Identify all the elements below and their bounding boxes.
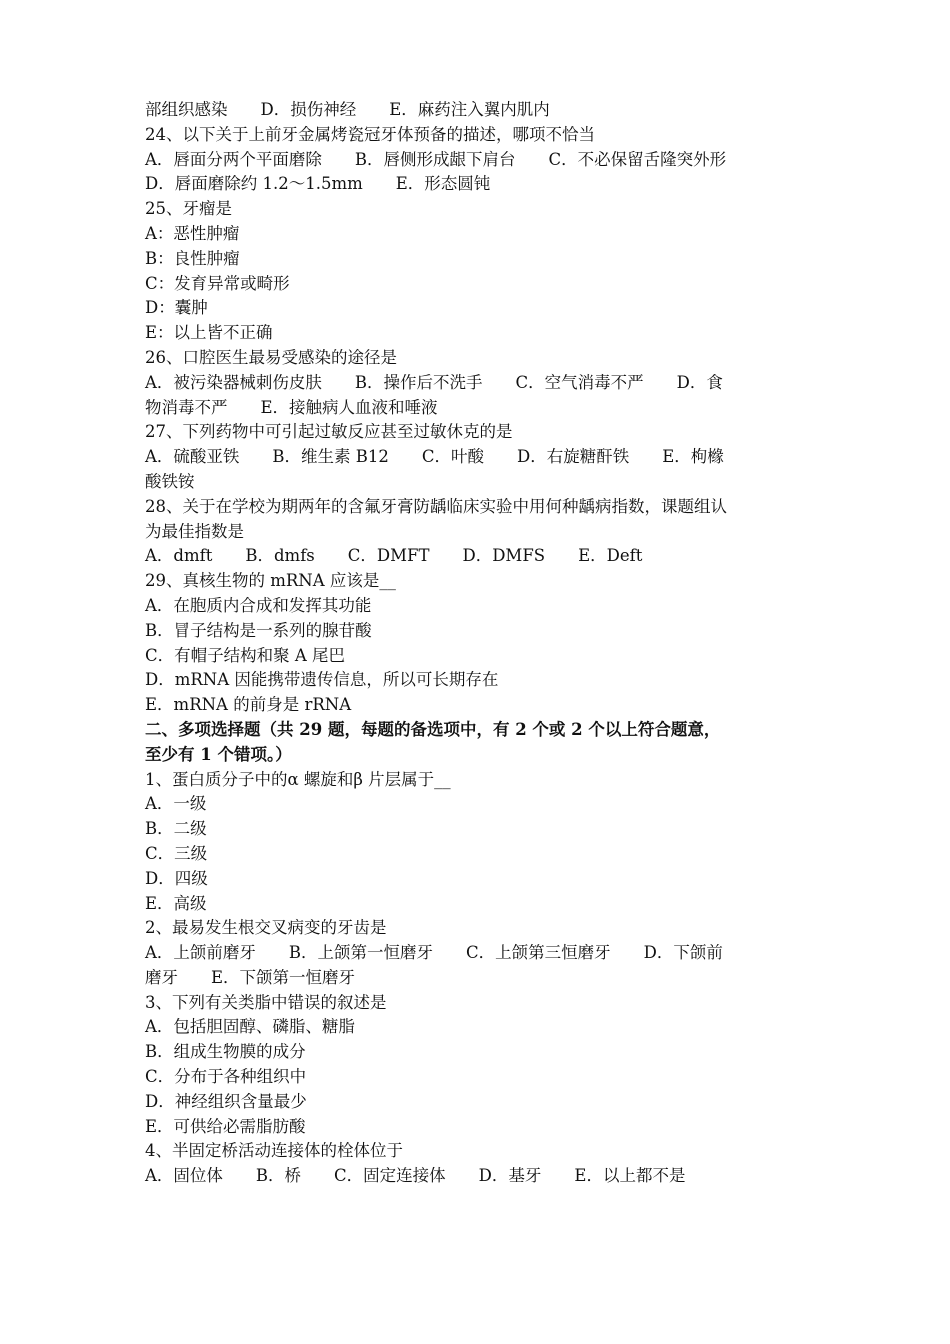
- options-line: 磨牙 E．下颌第一恒磨牙: [145, 967, 356, 987]
- options-line: A．固位体 B．桥 C．固定连接体 D．基牙 E．以上都不是: [145, 1166, 686, 1186]
- option-a: A：恶性肿瘤: [145, 223, 240, 243]
- options-line: A．dmft B．dmfs C．DMFT D．DMFS E．Deft: [145, 546, 643, 566]
- question-28-cont: 为最佳指数是: [145, 521, 244, 541]
- section-heading-cont: 至少有 1 个错项。）: [145, 744, 292, 764]
- option-d: D．四级: [145, 868, 208, 888]
- options-line: A．硫酸亚铁 B．维生素 B12 C．叶酸 D．右旋糖酐铁 E．枸橼: [145, 447, 724, 467]
- options-line: 物消毒不严 E．接触病人血液和唾液: [145, 397, 438, 417]
- question-3: 3、下列有关类脂中错误的叙述是: [145, 992, 387, 1012]
- question-25: 25、牙瘤是: [145, 199, 232, 219]
- option-a: A．在胞质内合成和发挥其功能: [145, 595, 372, 615]
- section-heading: 二、多项选择题（共 29 题，每题的备选项中，有 2 个或 2 个以上符合题意，: [145, 719, 721, 739]
- question-1: 1、蛋白质分子中的α 螺旋和β 片层属于__: [145, 769, 451, 789]
- option-e: E．高级: [145, 893, 207, 913]
- question-4: 4、半固定桥活动连接体的栓体位于: [145, 1141, 403, 1161]
- option-b: B．二级: [145, 819, 207, 839]
- question-26: 26、口腔医生最易受感染的途径是: [145, 347, 397, 367]
- option-a: A．一级: [145, 794, 207, 814]
- option-c: C．有帽子结构和聚 A 尾巴: [145, 645, 346, 665]
- option-d: D．mRNA 因能携带遗传信息，所以可长期存在: [145, 670, 499, 690]
- options-line: D．唇面磨除约 1.2～1.5mm E．形态圆钝: [145, 174, 491, 194]
- options-line: 酸铁铵: [145, 471, 195, 491]
- question-28: 28、关于在学校为期两年的含氟牙膏防龋临床实验中用何种龋病指数，课题组认: [145, 496, 727, 516]
- options-line: A．唇面分两个平面磨除 B．唇侧形成龈下肩台 C．不必保留舌隆突外形: [145, 149, 727, 169]
- option-e: E．可供给必需脂肪酸: [145, 1116, 306, 1136]
- question-29: 29、真核生物的 mRNA 应该是__: [145, 571, 396, 591]
- option-b: B．组成生物膜的成分: [145, 1042, 306, 1062]
- question-24: 24、以下关于上前牙金属烤瓷冠牙体预备的描述，哪项不恰当: [145, 124, 595, 144]
- option-c: C：发育异常或畸形: [145, 273, 290, 293]
- question-2: 2、最易发生根交叉病变的牙齿是: [145, 918, 387, 938]
- document-page: [145, 98, 810, 1189]
- question-27: 27、下列药物中可引起过敏反应甚至过敏休克的是: [145, 422, 513, 442]
- option-b: B：良性肿瘤: [145, 248, 240, 268]
- options-line: A．被污染器械刺伤皮肤 B．操作后不洗手 C．空气消毒不严 D．食: [145, 372, 723, 392]
- text-line: 部组织感染 D．损伤神经 E．麻药注入翼内肌内: [145, 100, 550, 119]
- option-c: C．三级: [145, 843, 208, 863]
- option-a: A．包括胆固醇、磷脂、糖脂: [145, 1017, 355, 1037]
- option-e: E．mRNA 的前身是 rRNA: [145, 695, 352, 715]
- option-d: D．神经组织含量最少: [145, 1091, 307, 1111]
- option-b: B．冒子结构是一系列的腺苷酸: [145, 620, 372, 640]
- option-c: C．分布于各种组织中: [145, 1067, 307, 1087]
- options-line: A．上颌前磨牙 B．上颌第一恒磨牙 C．上颌第三恒磨牙 D．下颌前: [145, 943, 723, 963]
- option-d: D：囊肿: [145, 298, 208, 318]
- option-e: E：以上皆不正确: [145, 323, 273, 343]
